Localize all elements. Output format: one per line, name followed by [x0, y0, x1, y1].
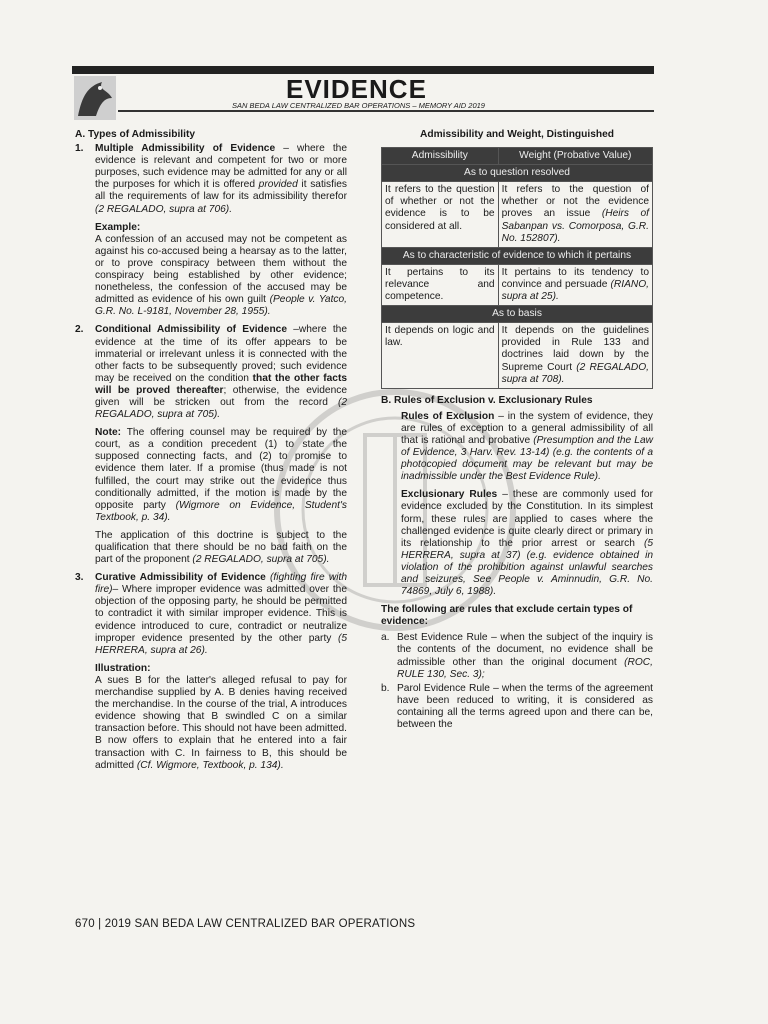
rules-of-exclusion-text: Rules of Exclusion – in the system of evidence, they are rules of exception to a general admissibility of all that is rational and probative (Presumption and the Law of Evidence, 3 Harv. Rev. 13-14) (e.g. the contents of a photocopied document may be relevant but may be inadmissible under the Best Evidence Rule).: [401, 410, 654, 483]
illustration-text: A sues B for the latter's alleged refusal to pay for merchandise supplied by A. B denies having received the merchandise. In the course of the trial, A introduces evidence showing that B swindled C on a similar transaction before. This should not have been admitted. B now offers to explain that he entered into a fair transaction with C. In fairness to B, this should be admitted (Cf. Wigmore, Textbook, p. 134).: [95, 674, 347, 771]
table-cell: It pertains to its relevance and competence.: [382, 264, 499, 305]
section-a-heading: A. Types of Admissibility: [75, 129, 196, 140]
application-text: The application of this doctrine is subject to the qualification that there should be no bad faith on the part of the proponent (2 REGALADO, supra at 705).: [95, 529, 347, 566]
page-title: EVIDENCE: [286, 74, 427, 104]
item-number: 2.: [75, 324, 84, 336]
table-band: As to question resolved: [382, 165, 653, 182]
header-bar: [72, 66, 654, 74]
table-band: As to characteristic of evidence to which it pertains: [382, 247, 653, 264]
comparison-table: [381, 147, 653, 389]
list-item: b. Parol Evidence Rule – when the terms of the agreement have been reduced to writing, it is considered as containing all the terms agreed upon and there can be, between the: [381, 682, 653, 731]
table-cell: It depends on the guidelines provided in Rule 133 and doctrines laid down by the Supreme Court (2 REGALADO, supra at 708).: [498, 323, 652, 388]
item-text: Multiple Admissibility of Evidence – where the evidence is relevant and competent for two or more purposes, such evidence may be admitted for any or all the purposes for which it is offered provided it satisfies all the requirements of law for its admissibility therefor (2 REGALADO, supra at 706).: [95, 143, 347, 215]
item-title: Conditional Admissibility of Evidence: [95, 324, 288, 336]
illustration-label: Illustration:: [95, 662, 151, 674]
item-text: Curative Admissibility of Evidence (fighting fire with fire)– Where improper evidence was admitted over the objection of the opposing party, he should be permitted to contradict it with similar improper evidence. This is evidence introduced to cure, contradict or neutralize improper evidence presented by the other party (5 HERRERA, supra at 26).: [95, 572, 347, 656]
exclusionary-rules-text: Exclusionary Rules – these are commonly used for evidence excluded by the Constitution. In its simplest form, these rules are applied to cases where the challenged evidence is quite clearly direct or primary in its relationship to the prior arrest or search (5 HERRERA, supra at 37) (e.g. evidence obtained in violation of the prohibition against unlawful searches and seizures, See People v. Aminnudin, G.R. No. 74869, July 6, 1988).: [401, 489, 653, 598]
left-column: [75, 129, 347, 778]
eagle-logo-icon: [74, 76, 116, 120]
header-rule: [118, 110, 654, 112]
page-footer: 670 | 2019 SAN BEDA LAW CENTRALIZED BAR OPERATIONS: [75, 918, 416, 930]
table-cell: It refers to the question of whether or not the evidence is to be considered at all.: [382, 182, 499, 247]
page-subtitle: SAN BEDA LAW CENTRALIZED BAR OPERATIONS – MEMORY AID 2019: [232, 101, 485, 110]
table-row: [382, 182, 653, 247]
item-title: Curative Admissibility of Evidence: [95, 572, 266, 584]
item-number: 3.: [75, 572, 84, 584]
list-item: [75, 324, 347, 421]
list-item: a. Best Evidence Rule – when the subject of the inquiry is the contents of the document, no evidence shall be admissible other than the original document (ROC, RULE 130, Sec. 3);: [381, 632, 653, 680]
table-header-weight: Weight (Probative Value): [498, 148, 652, 165]
table-cell: It pertains to its tendency to convince and persuade (RIANO, supra at 25).: [498, 264, 652, 305]
table-header-admissibility: Admissibility: [382, 148, 499, 165]
item-title: Multiple Admissibility of Evidence: [95, 143, 276, 155]
list-item: [75, 143, 347, 216]
note-text: Note: The offering counsel may be required by the court, as a condition precedent (1) to state the supposed connecting facts, and (2) to promise to evidence them later. If a promise (thus made is not fulfilled, the court may strike out the evidence thus conditionally admitted, if the motion is made by the opposite party (Wigmore on Evidence, Student's Textbook, p. 34).: [95, 427, 348, 523]
right-column: [381, 129, 653, 733]
item-number: 1.: [75, 143, 84, 155]
example-text: A confession of an accused may not be competent as against his co-accused being a hearsay as to the latter, or to prove conspiracy between them without the conspiracy being established by other evidence; nonetheless, the confession of the accused may be admitted as evidence of his own guilt (People v. Yatco, G.R. No. L-9181, November 28, 1955).: [95, 233, 347, 318]
table-row: [382, 264, 653, 305]
list-item: [75, 572, 347, 657]
table-band: As to basis: [382, 306, 653, 323]
table-cell: It depends on logic and law.: [382, 323, 499, 388]
item-text: Conditional Admissibility of Evidence –where the evidence at the time of its offer appears to be immaterial or irrelevant unless it is connected with the other facts to be subsequently proved; such evidence may be received on the condition that the other facts will be proved thereafter; otherwise, the evidence given will be stricken out from the record (2 REGALADO, supra at 705).: [95, 324, 348, 421]
section-b-heading: B. Rules of Exclusion v. Exclusionary Rules: [381, 394, 593, 406]
following-rules-heading: The following are rules that exclude certain types of evidence:: [381, 604, 633, 628]
table-cell: It refers to the question of whether or not the evidence proves an issue (Heirs of Sabanpan vs. Comorposa, G.R. No. 152807).: [498, 182, 652, 247]
example-label: Example:: [95, 221, 141, 233]
table-row: [382, 323, 653, 388]
table-heading: Admissibility and Weight, Distinguished: [420, 129, 614, 140]
